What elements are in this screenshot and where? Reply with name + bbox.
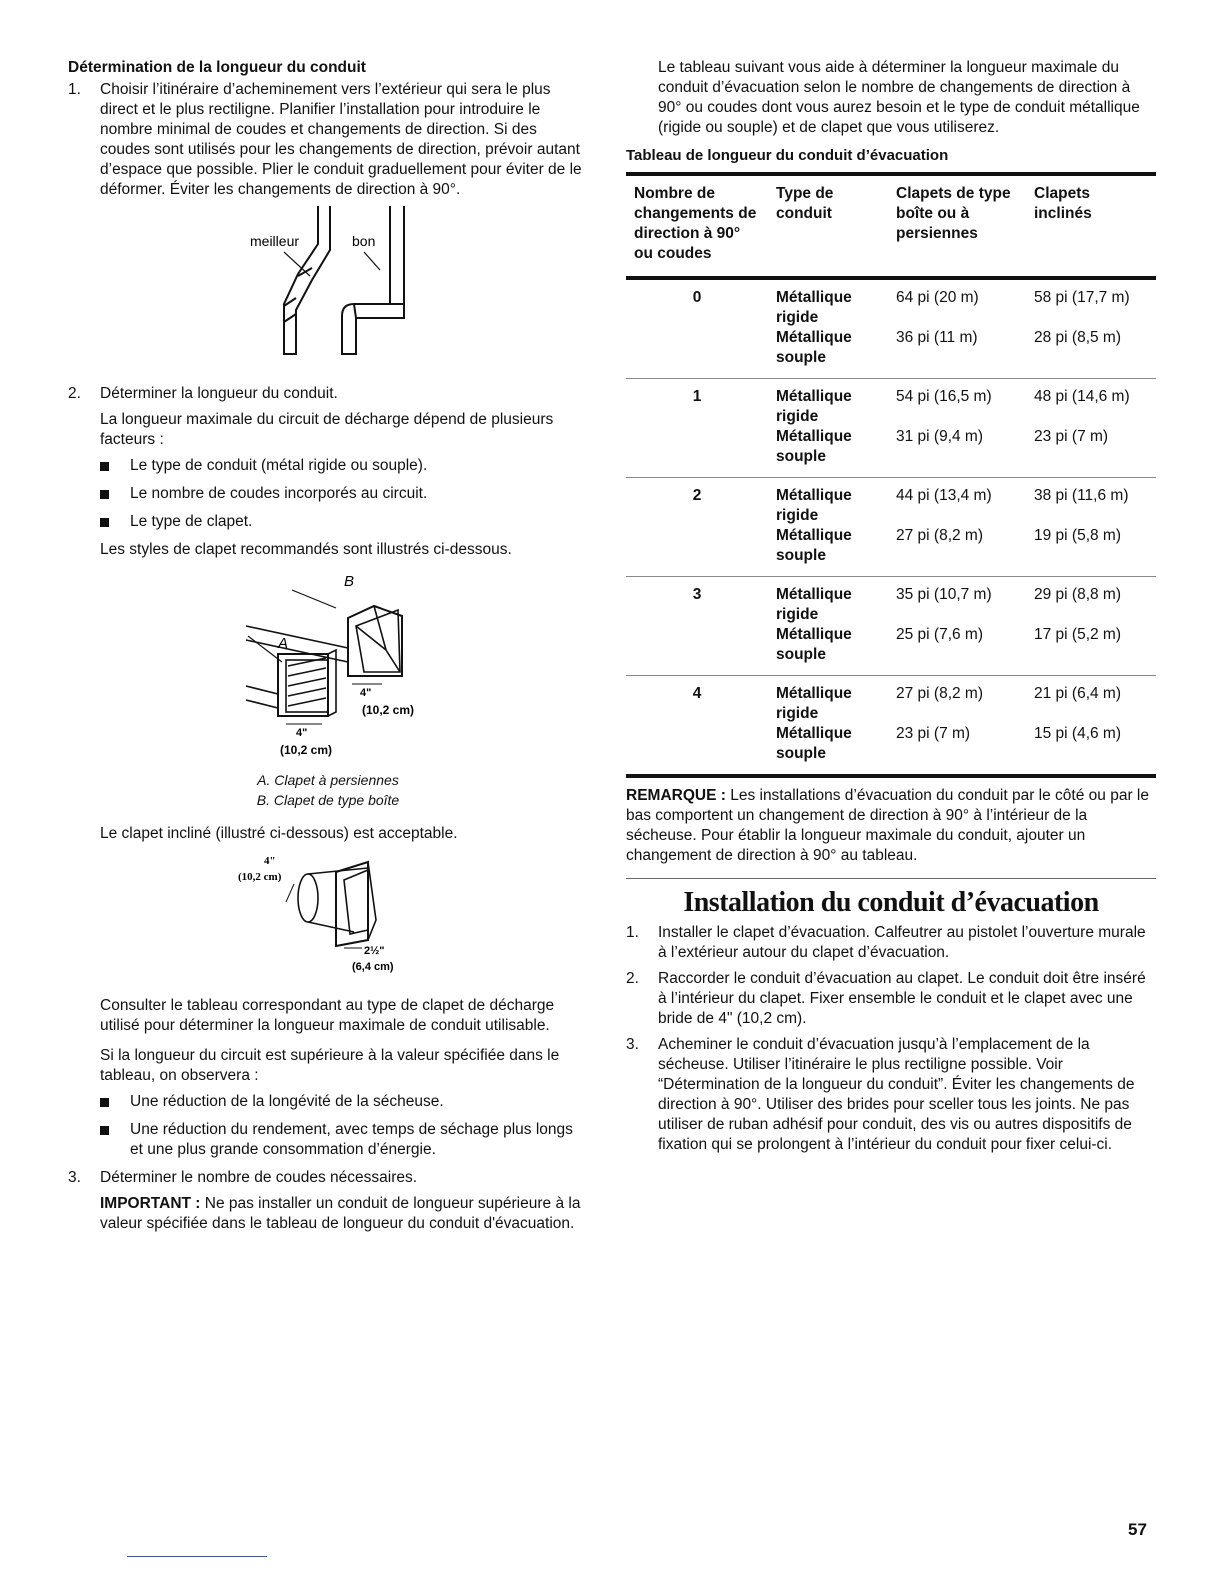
table-row xyxy=(626,278,1156,379)
cell-box-flexible: 27 pi (8,2 m) xyxy=(896,527,984,544)
step-3 xyxy=(68,1168,588,1188)
cell-count: 3 xyxy=(692,586,702,603)
install-step-1 xyxy=(626,923,1156,963)
table-header-row xyxy=(626,174,1156,278)
paragraph-note xyxy=(626,786,1156,866)
cell-type-flexible: Métallique souple xyxy=(776,329,852,366)
step-number: 3. xyxy=(626,1036,639,1053)
install-step-2 xyxy=(626,969,1156,1029)
step-number: 2. xyxy=(626,970,639,987)
step-number: 1. xyxy=(68,81,81,98)
header-duct-type: Type de conduit xyxy=(776,185,834,222)
cell-angled-flexible: 19 pi (5,8 m) xyxy=(1034,527,1122,544)
cell-box-flexible: 31 pi (9,4 m) xyxy=(896,428,984,445)
label-good: bon xyxy=(352,233,376,249)
important-text: Ne pas installer un conduit de longueur supérieure à la valeur spécifiée dans le tableau de longueur du conduit d'évacuation. xyxy=(100,1195,581,1232)
cell-count: 0 xyxy=(692,289,702,306)
note-label: REMARQUE : xyxy=(626,787,726,804)
page-number: 57 xyxy=(1128,1520,1147,1539)
duct-routing-illustration xyxy=(68,206,588,376)
section-heading-duct-length: Détermination de la longueur du conduit xyxy=(68,59,366,76)
paragraph-hood-styles: Les styles de clapet recommandés sont illustrés ci-dessous. xyxy=(100,541,512,558)
step-number: 3. xyxy=(68,1169,81,1186)
cell-type-rigid: Métallique rigide xyxy=(776,685,852,722)
cell-type-rigid: Métallique rigide xyxy=(776,487,852,524)
table-row xyxy=(626,379,1156,478)
cell-box-rigid: 64 pi (20 m) xyxy=(896,289,979,306)
install-step-3 xyxy=(626,1035,1156,1155)
vent-length-table xyxy=(626,172,1156,778)
divider xyxy=(626,878,1156,879)
paragraph-if-longer: Si la longueur du circuit est supérieure à la valeur spécifiée dans le tableau, on observera : xyxy=(100,1047,560,1084)
header-elbows: Nombre de changements de direction à 90° ou coudes xyxy=(634,185,757,262)
step-number: 2. xyxy=(68,385,81,402)
cell-box-rigid: 27 pi (8,2 m) xyxy=(896,685,984,702)
cell-type-rigid: Métallique rigide xyxy=(776,586,852,623)
vent-hoods-illustration xyxy=(68,566,588,766)
figure-vent-hoods xyxy=(68,566,588,766)
paragraph-table-intro: Le tableau suivant vous aide à déterminer la longueur maximale du conduit d’évacuation selon le nombre de changements de direction à 90° ou coudes dont vous aurez besoin et le type de conduit métallique (rigide ou souple) et de clapet que vous utiliserez. xyxy=(658,59,1140,136)
cell-angled-rigid: 58 pi (17,7 m) xyxy=(1034,289,1130,306)
header-box-louvered: Clapets de type boîte ou à persiennes xyxy=(896,185,1011,242)
header-angled: Clapets inclinés xyxy=(1034,185,1092,222)
figure-duct-routing xyxy=(68,206,588,376)
dim-cm: (10,2 cm) xyxy=(280,743,333,757)
angled-hood-illustration xyxy=(68,850,588,990)
table-title: Tableau de longueur du conduit d’évacuation xyxy=(626,147,949,164)
section-heading-installation: Installation du conduit d’évacuation xyxy=(683,887,1099,918)
bullet-item: Une réduction de la longévité de la sécheuse. xyxy=(68,1092,588,1112)
left-column xyxy=(68,58,588,1240)
cell-type-flexible: Métallique souple xyxy=(776,626,852,663)
figure-angled-hood xyxy=(68,850,588,990)
paragraph-consult-table: Consulter le tableau correspondant au type de clapet de décharge utilisé pour déterminer la longueur maximale de conduit utilisable. xyxy=(100,997,555,1034)
bullet-item: Le nombre de coudes incorporés au circuit. xyxy=(68,484,588,504)
dim-inch: 2½" xyxy=(364,945,385,957)
cell-count: 2 xyxy=(692,487,702,504)
cell-box-flexible: 36 pi (11 m) xyxy=(896,329,978,346)
label-a: A xyxy=(278,635,289,652)
bullet-item: Le type de conduit (métal rigide ou souple). xyxy=(68,456,588,476)
cell-box-rigid: 44 pi (13,4 m) xyxy=(896,487,992,504)
label-better: meilleur xyxy=(250,233,300,249)
step-text: Déterminer la longueur du conduit. xyxy=(100,385,338,402)
important-label: IMPORTANT : xyxy=(100,1195,201,1212)
cell-angled-flexible: 28 pi (8,5 m) xyxy=(1034,329,1122,346)
paragraph-max-length: La longueur maximale du circuit de décharge dépend de plusieurs facteurs : xyxy=(100,411,554,448)
cell-type-flexible: Métallique souple xyxy=(776,527,852,564)
table-row xyxy=(626,577,1156,676)
cell-angled-rigid: 29 pi (8,8 m) xyxy=(1034,586,1122,603)
cell-type-flexible: Métallique souple xyxy=(776,428,852,465)
cell-angled-flexible: 23 pi (7 m) xyxy=(1034,428,1109,445)
dim-cm: (6,4 cm) xyxy=(352,961,394,973)
cell-box-rigid: 54 pi (16,5 m) xyxy=(896,388,992,405)
cell-box-rigid: 35 pi (10,7 m) xyxy=(896,586,992,603)
dim-inch: 4" xyxy=(264,855,276,867)
cell-type-rigid: Métallique rigide xyxy=(776,289,852,326)
label-b: B xyxy=(344,573,355,590)
cell-angled-rigid: 21 pi (6,4 m) xyxy=(1034,685,1122,702)
dim-cm: (10,2 cm) xyxy=(362,703,415,717)
paragraph-important xyxy=(100,1194,588,1234)
bullet-item: Une réduction du rendement, avec temps de séchage plus longs et une plus grande consommation d’énergie. xyxy=(68,1120,588,1160)
cell-count: 1 xyxy=(692,388,702,405)
cell-type-flexible: Métallique souple xyxy=(776,725,852,762)
step-text: Acheminer le conduit d’évacuation jusqu’à l’emplacement de la sécheuse. Utiliser l’itinéraire le plus rectiligne possible. Voir “Détermination de la longueur du conduit”. Éviter les changements de direction à 90°. Utiliser des brides pour sceller tous les joints. Ne pas utiliser de ruban adhésif pour conduit, des vis ou autres dispositifs de fixation qui se prolongent à l’intérieur du conduit pour fixer celui-ci. xyxy=(658,1036,1135,1153)
step-text: Raccorder le conduit d’évacuation au clapet. Le conduit doit être inséré à l’intérieur du clapet. Fixer ensemble le conduit et le clapet avec une bride de 4" (10,2 cm). xyxy=(658,970,1146,1027)
table-row xyxy=(626,676,1156,777)
right-column xyxy=(626,58,1156,1155)
paragraph-angled-hood: Le clapet incliné (illustré ci-dessous) est acceptable. xyxy=(100,825,458,842)
bullet-item: Le type de clapet. xyxy=(68,512,588,532)
cell-count: 4 xyxy=(692,685,702,702)
dim-inch: 4" xyxy=(360,687,372,699)
cell-angled-flexible: 17 pi (5,2 m) xyxy=(1034,626,1122,643)
note-text: Les installations d’évacuation du conduit par le côté ou par le bas comportent un changement de direction à 90° à l’intérieur de la sécheuse. Pour établir la longueur maximale du conduit, ajouter un changement de direction à 90° au tableau. xyxy=(626,787,1149,864)
caption-box-hood: B. Clapet de type boîte xyxy=(256,792,400,808)
table-row xyxy=(626,478,1156,577)
cell-angled-flexible: 15 pi (4,6 m) xyxy=(1034,725,1122,742)
cell-angled-rigid: 38 pi (11,6 m) xyxy=(1034,487,1129,504)
caption-louvered-hood: A. Clapet à persiennes xyxy=(257,772,399,788)
cell-box-flexible: 25 pi (7,6 m) xyxy=(896,626,984,643)
cell-angled-rigid: 48 pi (14,6 m) xyxy=(1034,388,1130,405)
step-text: Déterminer le nombre de coudes nécessaires. xyxy=(100,1169,418,1186)
cell-box-flexible: 23 pi (7 m) xyxy=(896,725,971,742)
step-text: Installer le clapet d’évacuation. Calfeutrer au pistolet l’ouverture murale à l’extérieur autour du clapet d’évacuation. xyxy=(658,924,1146,961)
dim-inch: 4" xyxy=(296,727,308,739)
step-number: 1. xyxy=(626,924,639,941)
step-2 xyxy=(68,384,588,404)
cell-type-rigid: Métallique rigide xyxy=(776,388,852,425)
dim-cm: (10,2 cm) xyxy=(238,871,282,883)
step-text: Choisir l’itinéraire d’acheminement vers l’extérieur qui sera le plus direct et le plus rectiligne. Planifier l’installation pour introduire le nombre minimal de coudes et changements de direction. Si des coudes sont utilisés pour les changements de direction, prévoir autant d’espace que possible. Plier le conduit graduellement pour éviter de le déformer. Éviter les changements de direction à 90°. xyxy=(100,81,582,198)
footer-link-line xyxy=(127,1556,267,1557)
step-1 xyxy=(68,80,588,200)
